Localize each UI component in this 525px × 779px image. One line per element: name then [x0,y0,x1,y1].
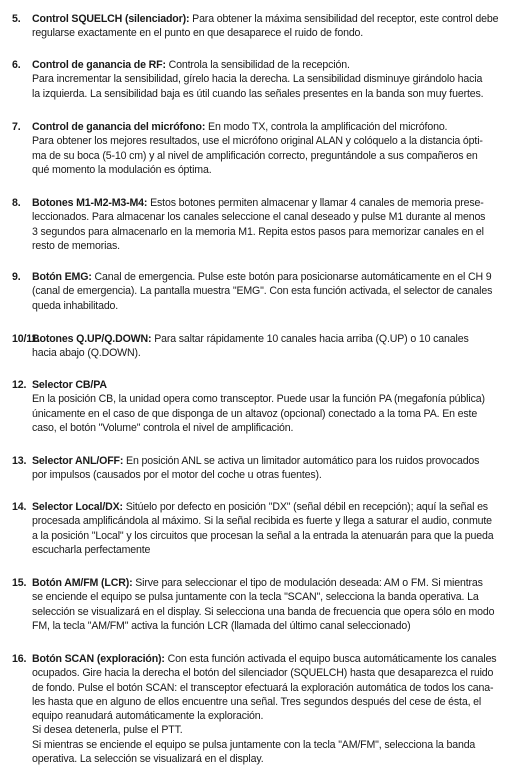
line-text: procesada amplificándola al máximo. Si la señal recibida es fuerte y llega a saturar el audio, conmute [32,515,492,528]
item-am-fm-button [12,576,517,633]
text-line [32,87,517,101]
item-body [32,12,517,41]
line-text: Sirve para seleccionar el tipo de modulación deseada: AM o FM. Si mientras [132,577,483,589]
item-number: 13. [12,455,27,467]
text-line [32,210,517,224]
line-text: de fondo. Pulse el botón SCAN: el transceptor efectuará la exploración automática de todos los cana- [32,681,494,694]
item-memory-buttons [12,196,517,253]
line-text: En la posición CB, la unidad opera como transceptor. Puede usar la función PA (megafonía pública) [32,393,485,406]
item-number: 15. [12,577,27,589]
text-line [32,225,517,239]
item-body [32,652,517,766]
item-body [32,378,517,435]
item-body [32,270,517,313]
line-text: Para obtener los mejores resultados, use el micrófono original ALAN y colóquelo a la distancia ópti- [32,135,483,148]
item-number: 14. [12,501,27,513]
text-line [32,239,517,253]
text-line [32,723,517,737]
item-number: 16. [12,653,27,665]
line-text: Estos botones permiten almacenar y llamar 4 canales de memoria prese- [147,197,484,209]
text-line [32,196,517,210]
text-line [32,500,517,514]
item-body [32,58,517,101]
line-text: En modo TX, controla la amplificación del micrófono. [205,121,448,133]
line-text: la izquierda. La sensibilidad baja es útil cuando las señales presentes en la banda son muy fuertes. [32,87,484,100]
item-body [32,576,517,633]
line-text: (canal de emergencia). La pantalla muestra "EMG". Con esta función activada, el selector de canales [32,285,493,298]
line-text: queda inhabilitado. [32,299,119,312]
text-line [32,752,517,766]
item-body [32,332,517,361]
line-text: por impulsos (causados por el motor del coche u otras fuentes). [32,469,322,482]
item-term: Selector Local/DX: [32,501,123,513]
text-line [32,605,517,619]
item-term: Control de ganancia del micrófono: [32,121,206,133]
item-term: Botones Q.UP/Q.DOWN: [32,333,152,345]
text-line [32,134,517,148]
line-text: 3 segundos para almacenarlo en la memoria M1. Repita estos pasos para memorizar canales en el [32,225,484,238]
item-term: Selector ANL/OFF: [32,455,124,467]
text-line [32,652,517,666]
text-line [32,619,517,633]
line-text: Si mientras se enciende el equipo se pulsa juntamente con la tecla "AM/FM", selecciona la banda [32,738,476,751]
line-text: resto de memorias. [32,239,120,252]
line-text: qué momento la modulación es óptima. [32,163,212,176]
item-number: 8. [12,197,21,209]
item-local-dx-selector [12,500,517,557]
item-number: 7. [12,121,21,133]
text-line [32,468,517,482]
item-rf-gain [12,58,517,101]
item-number: 12. [12,379,27,391]
text-line [32,149,517,163]
line-text: se enciende el equipo se pulsa juntamente con la tecla "SCAN", selecciona la banda operativa. La [32,591,479,604]
line-text: ma de su boca (5-10 cm) y al nivel de amplificación correcto, preguntándole a sus compañeros en [32,149,478,162]
text-line [32,346,517,360]
item-number: 9. [12,271,21,283]
text-line [32,12,517,26]
item-body [32,454,517,483]
item-cb-pa-selector [12,378,517,435]
text-line [32,407,517,421]
text-line [32,332,517,346]
line-text: Para saltar rápidamente 10 canales hacia arriba (Q.UP) o 10 canales [151,333,469,345]
item-term: Selector CB/PA [32,379,107,391]
item-qup-qdown [12,332,517,361]
line-text: En posición ANL se activa un limitador automático para los ruidos provocados [123,455,480,467]
line-text: equipo reanudará automáticamente la exploración. [32,710,264,723]
item-body [32,500,517,557]
line-text: Para obtener la máxima sensibilidad del receptor, este control debe [189,13,499,25]
line-text: leccionados. Para almacenar los canales seleccione el canal deseado y pulse M1 durante al menos [32,211,486,224]
item-term: Botón EMG: [32,271,92,283]
line-text: únicamente en el caso de que disponga de un altavoz (opcional) conectado a la toma PA. En este [32,407,478,420]
line-text: selección se visualizará en el display. Si selecciona una banda de frecuencia que opera sólo en modo [32,605,495,618]
item-anl-off-selector [12,454,517,483]
text-line [32,514,517,528]
text-line [32,421,517,435]
item-number: 6. [12,59,21,71]
line-text: operativa. La selección se visualizará en el display. [32,753,264,766]
text-line [32,666,517,680]
text-line [32,681,517,695]
line-text: Con esta función activada el equipo busca automáticamente los canales [164,653,497,665]
item-term: Botón AM/FM (LCR): [32,577,133,589]
text-line [32,284,517,298]
text-line [32,695,517,709]
item-term: Botón SCAN (exploración): [32,653,165,665]
text-line [32,454,517,468]
line-text: escucharla perfectamente [32,543,151,556]
line-text: Sitúelo por defecto en posición "DX" (señal débil en recepción); aquí la señal es [122,501,488,513]
item-body [32,120,517,177]
text-line [32,270,517,284]
text-line [32,590,517,604]
line-text: hacia abajo (Q.DOWN). [32,347,141,360]
line-text: Controla la sensibilidad de la recepción. [165,59,350,71]
item-number: 5. [12,13,21,25]
line-text: les hasta que en alguno de ellos encuentre una señal. Tres segundos después del cese de ésta, el [32,695,482,708]
line-text: ocupados. Gire hacia la derecha el botón del silenciador (SQUELCH) hasta que desaparezca el ruido [32,667,494,680]
item-term: Botones M1-M2-M3-M4: [32,197,148,209]
text-line [32,576,517,590]
text-line [32,26,517,40]
item-term: Control SQUELCH (silenciador): [32,13,190,25]
item-term: Control de ganancia de RF: [32,59,166,71]
text-line [32,72,517,86]
line-text: a la posición "Local" y los circuitos que procesan la señal a la entrada la atenuarán para que la pueda [32,529,494,542]
text-line [32,738,517,752]
item-squelch [12,12,517,41]
text-line [32,529,517,543]
line-text: Canal de emergencia. Pulse este botón para posicionarse automáticamente en el CH 9 [91,271,492,283]
text-line [32,392,517,406]
line-text: regularse exactamente en el punto en que desaparece el ruido de fondo. [32,27,364,40]
line-text: Para incrementar la sensibilidad, gírelo hacia la derecha. La sensibilidad disminuye girándolo hacia [32,73,483,86]
item-emg-button [12,270,517,313]
item-number: 10/11. [12,333,40,345]
text-line [32,120,517,134]
item-body [32,196,517,253]
item-mic-gain [12,120,517,177]
text-line [32,709,517,723]
text-line [32,299,517,313]
text-line [32,163,517,177]
item-scan-button [12,652,517,766]
text-line [32,378,517,392]
text-line [32,58,517,72]
line-text: FM, la tecla "AM/FM" activa la función LCR (llamada del último canal seleccionado) [32,619,411,632]
line-text: Si desea detenerla, pulse el PTT. [32,724,183,737]
line-text: caso, el botón "Volume" controla el nivel de amplificación. [32,421,294,434]
text-line [32,543,517,557]
